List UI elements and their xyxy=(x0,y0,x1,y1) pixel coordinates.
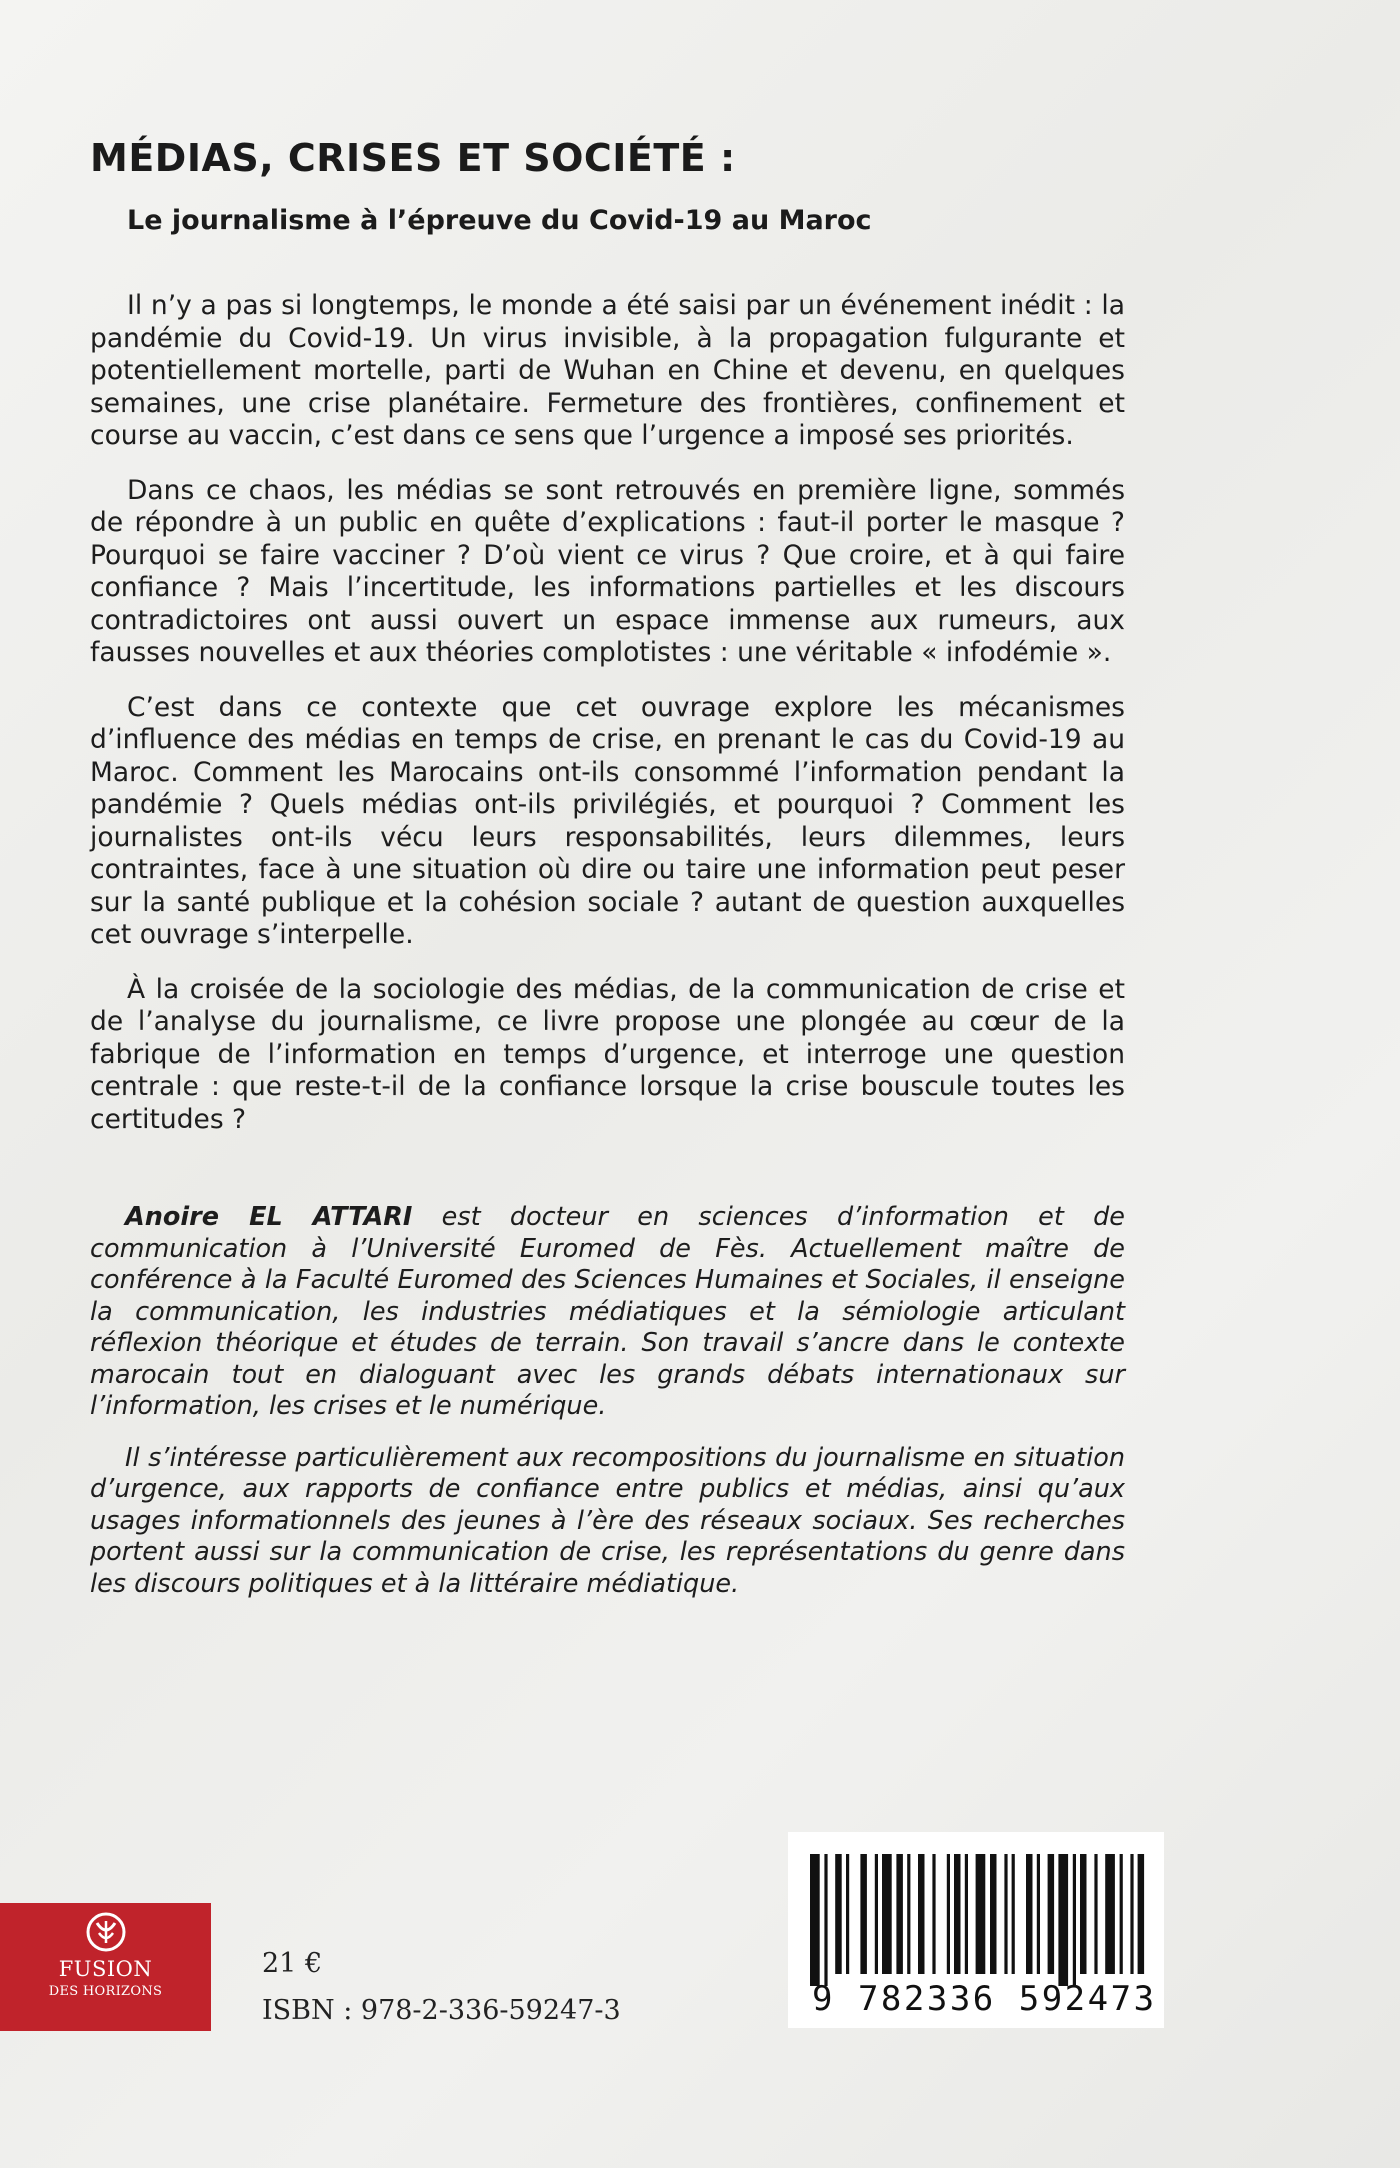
barcode-bar xyxy=(918,1854,925,1974)
book-subtitle: Le journalisme à l’épreuve du Covid-19 au Maroc xyxy=(127,205,872,236)
barcode-bar xyxy=(1138,1854,1145,1974)
barcode-bar xyxy=(1080,1854,1087,1974)
barcode xyxy=(788,1832,1164,2028)
publisher-logo xyxy=(0,1903,211,2031)
publisher-emblem-icon xyxy=(85,1911,127,1953)
summary-paragraph: C’est dans ce contexte que cet ouvrage explore les mécanismes d’influence des médias en temps de crise, en prenant le cas du Covid-19 au Maroc. Comment les Marocains ont-ils consommé l’information pendant la pandémie ? Quels médias ont-ils privilégiés, et pourquoi ? Comment les journalistes ont-ils vécu leurs responsabilités, leurs dilemmes, leurs contraintes, face à une situation où dire ou taire une information peut peser sur la santé publique et la cohésion sociale ? autant de question auxquelles cet ouvrage s’interpelle. xyxy=(90,691,1125,950)
author-name: Anoire EL ATTARI xyxy=(125,1202,413,1232)
barcode-bar xyxy=(1130,1854,1133,1974)
barcode-bar xyxy=(1037,1854,1040,1974)
barcode-bar xyxy=(932,1854,935,1974)
barcode-bar xyxy=(990,1854,997,1974)
barcode-bar xyxy=(875,1854,878,1974)
barcode-bar xyxy=(860,1854,867,1974)
barcode-bar xyxy=(947,1854,950,1974)
isbn: ISBN : 978-2-336-59247-3 xyxy=(262,1995,621,2026)
barcode-bar xyxy=(896,1854,903,1974)
barcode-bar xyxy=(1105,1854,1115,1974)
barcode-bar xyxy=(824,1854,827,1986)
barcode-bar xyxy=(954,1854,961,1974)
barcode-bar xyxy=(1026,1854,1033,1974)
author-bio xyxy=(90,1202,1125,1620)
barcode-bar xyxy=(835,1854,842,1974)
book-title: MÉDIAS, CRISES ET SOCIÉTÉ : xyxy=(90,136,736,180)
publisher-name: FUSION xyxy=(58,1957,153,1981)
barcode-bar xyxy=(1012,1854,1015,1974)
bio-text: est docteur en sciences d’information et de communication à l’Université Euromed de Fès. Actuellement maître de conférence à la Faculté Euromed des Sciences Humaines et Sociales, il enseigne la communication, les industries médiatiques et la sémiologie articulant réflexion théorique et études de terrain. Son travail s’ancre dans le contexte marocain tout en dialoguant avec les grands débats internationaux sur l’information, les crises et le numérique. xyxy=(90,1202,1125,1421)
summary-text xyxy=(90,290,1125,1158)
summary-paragraph: Il n’y a pas si longtemps, le monde a été saisi par un événement inédit : la pandémie du Covid-19. Un virus invisible, à la propagation fulgurante et potentiellement mortelle, parti de Wuhan en Chine et devenu, en quelques semaines, une crise planétaire. Fermeture des frontières, confinement et course au vaccin, c’est dans ce sens que l’urgence a imposé ses priorités. xyxy=(90,290,1125,451)
bio-paragraph: Il s’intéresse particulièrement aux recompositions du journalisme en situation d’urgence, aux rapports de confiance entre publics et médias, ainsi qu’aux usages informationnels des jeunes à l’ère des réseaux sociaux. Ses recherches portent aussi sur la communication de crise, les représentations du genre dans les discours politiques et à la littéraire médiatique. xyxy=(90,1442,1125,1599)
barcode-bar xyxy=(1073,1854,1076,1986)
barcode-bar xyxy=(882,1854,892,1974)
barcode-bar xyxy=(965,1854,968,1974)
barcode-bar xyxy=(810,1854,820,1986)
price: 21 € xyxy=(262,1948,323,1979)
barcode-bar xyxy=(976,1854,986,1974)
barcode-bar xyxy=(907,1854,910,1974)
barcode-bar xyxy=(1120,1854,1123,1974)
barcode-bar xyxy=(1048,1854,1055,1974)
summary-paragraph: À la croisée de la sociologie des médias, de la communication de crise et de l’analyse du journalisme, ce livre propose une plongée au cœur de la fabrique de l’information en temps d’urgence, et interroge une question centrale : que reste-t-il de la confiance lorsque la crise bouscule toutes les certitudes ? xyxy=(90,973,1125,1135)
barcode-digits: 9 782336 592473 xyxy=(812,1979,1157,2019)
barcode-bar xyxy=(1004,1854,1007,1974)
barcode-bar xyxy=(846,1854,849,1974)
barcode-bar xyxy=(1058,1854,1068,1986)
summary-paragraph: Dans ce chaos, les médias se sont retrouvés en première ligne, sommés de répondre à un public en quête d’explications : faut-il porter le masque ? Pourquoi se faire vacciner ? D’où vient ce virus ? Que croire, et à qui faire confiance ? Mais l’incertitude, les informations partielles et les discours contradictoires ont aussi ouvert un espace immense aux rumeurs, aux fausses nouvelles et aux théories complotistes : une véritable « infodémie ». xyxy=(90,474,1125,668)
bio-paragraph xyxy=(90,1202,1125,1423)
publisher-name-sub: DES HORIZONS xyxy=(48,1984,163,1999)
barcode-bar xyxy=(1094,1854,1097,1974)
